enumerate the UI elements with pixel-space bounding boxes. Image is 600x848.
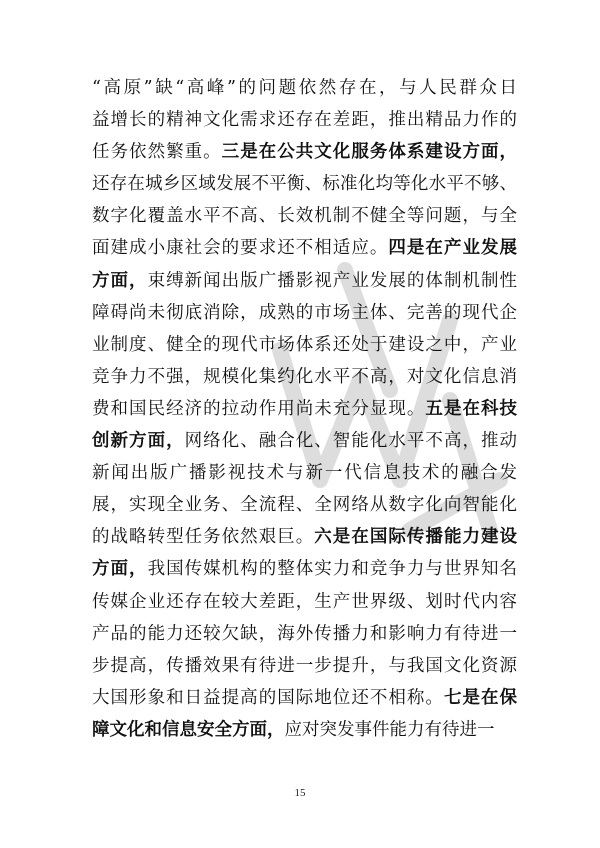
text-segment: 的战略转型任务依然艰巨。 bbox=[92, 527, 315, 548]
text-line bbox=[92, 425, 517, 457]
text-segment: 新闻出版广播影视技术与新一代信息技术的融合发 bbox=[92, 463, 517, 484]
text-segment: 产品的能力还较欠缺，海外传播力和影响力有待进一 bbox=[92, 623, 517, 644]
text-segment: 竞争力不强，规模化集约化水平不高，对文化信息消 bbox=[92, 366, 517, 387]
bold-text-segment: 方面， bbox=[92, 270, 148, 291]
bold-text-segment: 七是在保 bbox=[443, 687, 517, 708]
text-line bbox=[92, 682, 517, 714]
text-segment: 网络化、融合化、智能化水平不高，推动 bbox=[184, 431, 517, 452]
bold-text-segment: 创新方面， bbox=[92, 431, 185, 452]
bold-text-segment: 四是在产业发展 bbox=[388, 238, 517, 259]
text-line bbox=[92, 489, 517, 521]
text-line bbox=[92, 393, 517, 425]
text-segment: 应对突发事件能力有待进一 bbox=[284, 719, 495, 740]
text-segment: 步提高，传播效果有待进一步提升，与我国文化资源 bbox=[92, 655, 517, 676]
bold-text-segment: 五是在科技 bbox=[425, 398, 517, 419]
bold-text-segment: 三是在公共文化服务体系建设方面， bbox=[221, 142, 517, 163]
text-line bbox=[92, 521, 517, 553]
text-segment: 任务依然繁重。 bbox=[92, 142, 222, 163]
text-segment: 业制度、健全的现代市场体系还处于建设之中，产业 bbox=[92, 334, 517, 355]
text-line bbox=[92, 265, 517, 297]
text-line bbox=[92, 329, 517, 361]
text-line bbox=[92, 650, 517, 682]
text-segment: 传媒企业还存在较大差距，生产世界级、划时代内容 bbox=[92, 591, 517, 612]
text-line bbox=[92, 553, 517, 585]
text-segment: 面建成小康社会的要求还不相适应。 bbox=[92, 238, 389, 259]
text-segment: 益增长的精神文化需求还存在差距，推出精品力作的 bbox=[92, 110, 517, 131]
text-line bbox=[92, 104, 517, 136]
text-segment: 大国形象和日益提高的国际地位还不相称。 bbox=[92, 687, 444, 708]
text-line bbox=[92, 136, 517, 168]
text-segment: 数字化覆盖水平不高、长效机制不健全等问题，与全 bbox=[92, 206, 517, 227]
text-segment: 我国传媒机构的整体实力和竞争力与世界知名 bbox=[147, 559, 517, 580]
body-text bbox=[92, 72, 517, 746]
page-number: 15 bbox=[294, 787, 306, 799]
text-line bbox=[92, 618, 517, 650]
bold-text-segment: 障文化和信息安全方面， bbox=[92, 719, 285, 740]
bold-text-segment: 六是在国际传播能力建设 bbox=[314, 527, 517, 548]
text-line bbox=[92, 361, 517, 393]
text-segment: 展，实现全业务、全流程、全网络从数字化向智能化 bbox=[92, 495, 517, 516]
text-line bbox=[92, 714, 517, 746]
text-segment: 束缚新闻出版广播影视产业发展的体制机制性 bbox=[147, 270, 517, 291]
text-segment: “高原”缺“高峰”的问题依然存在，与人民群众日 bbox=[92, 78, 517, 98]
text-line bbox=[92, 200, 517, 232]
text-line bbox=[92, 457, 517, 489]
text-line bbox=[92, 297, 517, 329]
text-segment: 费和国民经济的拉动作用尚未充分显现。 bbox=[92, 398, 426, 419]
text-line bbox=[92, 72, 517, 104]
text-line bbox=[92, 168, 517, 200]
bold-text-segment: 方面， bbox=[92, 559, 148, 580]
text-segment: 还存在城乡区域发展不平衡、标准化均等化水平不够、 bbox=[92, 174, 517, 195]
text-line bbox=[92, 232, 517, 264]
text-line bbox=[92, 586, 517, 618]
text-segment: 障碍尚未彻底消除，成熟的市场主体、完善的现代企 bbox=[92, 302, 517, 323]
